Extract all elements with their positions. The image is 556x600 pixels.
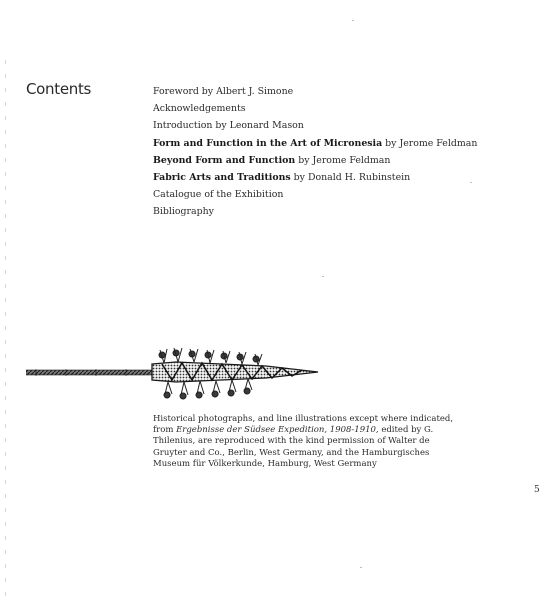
toc-entry: Acknowledgements [153, 103, 246, 115]
toc-entry: Beyond Form and Function by Jerome Feldman [153, 154, 391, 166]
woven-spear-illustration [26, 340, 326, 400]
scan-speck [352, 20, 354, 21]
toc-entry: Fabric Arts and Traditions by Donald H. Rubinstein [153, 171, 411, 183]
toc-entry: Foreword by Albert J. Simone [153, 86, 294, 97]
toc-entry: Form and Function in the Art of Micronesia by Jerome Feldman [153, 137, 478, 149]
page-number: 5 [534, 485, 540, 495]
toc-entry: Introduction by Leonard Mason [153, 120, 304, 132]
table-of-contents [153, 83, 477, 221]
contents-heading: Contents [26, 80, 92, 98]
toc-entry: Bibliography [153, 206, 214, 218]
scan-speck [360, 567, 362, 568]
illustration-credit: Historical photographs, and line illustrations except where indicated, from Ergebnisse der Südsee Expedition, 1908-1910, edited by G. Thilenius, are reproduced with the kind permission of Walter de Gruyter and Co., Berlin, West Germany, and the Hamburgisches Museum für Völkerkunde, Hamburg, West Germany [153, 414, 454, 469]
toc-entry: Catalogue of the Exhibition [153, 189, 284, 201]
scan-speck [322, 276, 324, 277]
page-edge-shadow [5, 60, 6, 600]
